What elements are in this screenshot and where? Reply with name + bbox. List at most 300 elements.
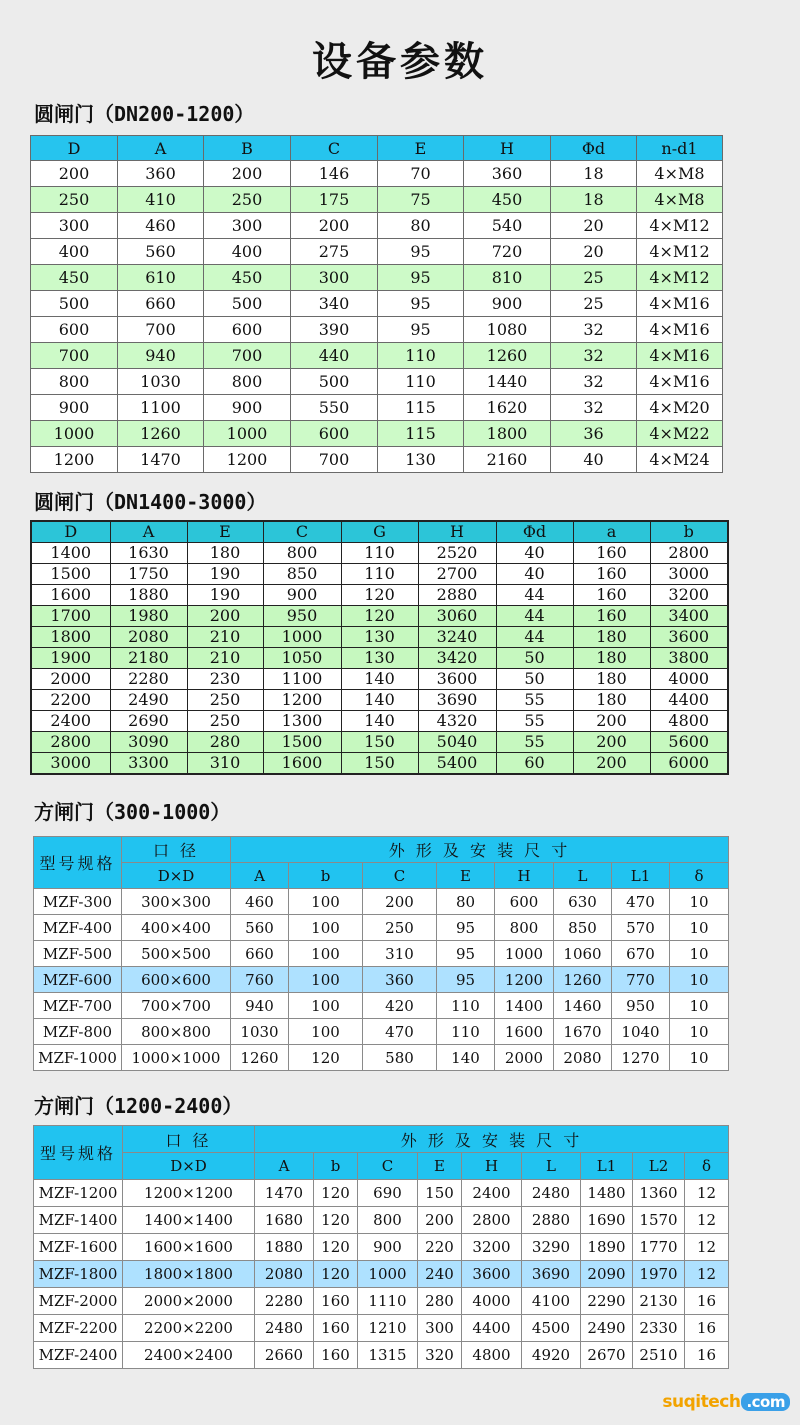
table-cell: 360 bbox=[464, 161, 551, 187]
table-cell: 3600 bbox=[462, 1261, 522, 1288]
table-cell: 146 bbox=[291, 161, 378, 187]
table-cell: 3060 bbox=[418, 606, 496, 627]
table-subheader-row bbox=[34, 1153, 729, 1180]
table-cell: 1210 bbox=[358, 1315, 418, 1342]
table-cell: 120 bbox=[341, 606, 418, 627]
table-cell: 1200 bbox=[495, 967, 554, 993]
table-cell: 180 bbox=[573, 627, 650, 648]
table-cell: 55 bbox=[496, 690, 573, 711]
table-cell: 210 bbox=[187, 627, 263, 648]
table-cell: 2880 bbox=[522, 1207, 581, 1234]
table-cell: 760 bbox=[231, 967, 289, 993]
table-cell: 1800 bbox=[464, 421, 551, 447]
table-cell: 2400 bbox=[31, 711, 110, 732]
table-cell: 1570 bbox=[633, 1207, 685, 1234]
table-cell: 200 bbox=[573, 753, 650, 775]
table-cell: 50 bbox=[496, 669, 573, 690]
table-cell: 180 bbox=[573, 669, 650, 690]
table-cell: 16 bbox=[685, 1288, 729, 1315]
table-cell: 4400 bbox=[650, 690, 728, 711]
table-cell: H bbox=[464, 136, 551, 161]
table-cell: 95 bbox=[437, 967, 495, 993]
table-cell: MZF-600 bbox=[34, 967, 122, 993]
table-cell: 570 bbox=[612, 915, 670, 941]
table-cell: 310 bbox=[187, 753, 263, 775]
table-cell: 300 bbox=[204, 213, 291, 239]
table-cell: 1080 bbox=[464, 317, 551, 343]
table-cell: 3400 bbox=[650, 606, 728, 627]
table-subheader-row bbox=[34, 863, 729, 889]
table-cell: 18 bbox=[551, 161, 637, 187]
table-cell: 2080 bbox=[255, 1261, 314, 1288]
table-cell: 3200 bbox=[462, 1234, 522, 1261]
table-cell: 2700 bbox=[418, 564, 496, 585]
table-cell: 1480 bbox=[581, 1180, 633, 1207]
table-cell: 160 bbox=[573, 585, 650, 606]
table-row bbox=[31, 395, 723, 421]
table-cell: 100 bbox=[289, 941, 363, 967]
table-cell: 300 bbox=[291, 265, 378, 291]
table-row bbox=[34, 1019, 729, 1045]
table-cell: 190 bbox=[187, 564, 263, 585]
table-cell: 310 bbox=[363, 941, 437, 967]
table-cell: 320 bbox=[418, 1342, 462, 1369]
table-cell: 4500 bbox=[522, 1315, 581, 1342]
square-gate-large-table bbox=[33, 1125, 729, 1369]
table-cell: 4×M24 bbox=[637, 447, 723, 473]
table-cell: 2200 bbox=[31, 690, 110, 711]
table-cell: 180 bbox=[573, 690, 650, 711]
table-cell: L2 bbox=[633, 1153, 685, 1180]
table-cell: 1500 bbox=[31, 564, 110, 585]
table-cell: 10 bbox=[670, 889, 729, 915]
table-cell: 300 bbox=[31, 213, 118, 239]
table-cell: 5400 bbox=[418, 753, 496, 775]
table-cell: 80 bbox=[378, 213, 464, 239]
table-cell: 3420 bbox=[418, 648, 496, 669]
table-cell: 300×300 bbox=[122, 889, 231, 915]
table-cell: 100 bbox=[289, 1019, 363, 1045]
table-row bbox=[31, 543, 728, 564]
table-cell: 4800 bbox=[462, 1342, 522, 1369]
table-cell: 2800 bbox=[31, 732, 110, 753]
table-cell: 1030 bbox=[118, 369, 204, 395]
table-cell: 1900 bbox=[31, 648, 110, 669]
table-cell: 100 bbox=[289, 993, 363, 1019]
table-cell: 2400×2400 bbox=[123, 1342, 255, 1369]
table-cell: Φd bbox=[551, 136, 637, 161]
table-row bbox=[31, 669, 728, 690]
table-row bbox=[34, 967, 729, 993]
table-row bbox=[31, 627, 728, 648]
table-cell: 型号规格 bbox=[34, 837, 122, 889]
table-cell: 2480 bbox=[255, 1315, 314, 1342]
table-cell: 4920 bbox=[522, 1342, 581, 1369]
table-row bbox=[34, 1315, 729, 1342]
table-cell: 500 bbox=[291, 369, 378, 395]
table-cell: 2180 bbox=[110, 648, 187, 669]
table-cell: 900 bbox=[263, 585, 341, 606]
table-cell: 130 bbox=[341, 627, 418, 648]
table-cell: C bbox=[291, 136, 378, 161]
table-cell: 900 bbox=[31, 395, 118, 421]
table-cell: 160 bbox=[314, 1315, 358, 1342]
table-cell: 1260 bbox=[231, 1045, 289, 1071]
table-cell: 12 bbox=[685, 1180, 729, 1207]
table-cell: E bbox=[378, 136, 464, 161]
table-cell: 1800 bbox=[31, 627, 110, 648]
table-cell: 140 bbox=[341, 669, 418, 690]
table-cell: 110 bbox=[437, 993, 495, 1019]
table-cell: 10 bbox=[670, 1045, 729, 1071]
table-cell: 12 bbox=[685, 1207, 729, 1234]
table-cell: 1200 bbox=[263, 690, 341, 711]
table-cell: C bbox=[263, 521, 341, 543]
table-cell: 800 bbox=[204, 369, 291, 395]
table-cell: 410 bbox=[118, 187, 204, 213]
table-cell: 16 bbox=[685, 1315, 729, 1342]
table-cell: 1260 bbox=[118, 421, 204, 447]
table-cell: 220 bbox=[418, 1234, 462, 1261]
table-cell: 44 bbox=[496, 585, 573, 606]
table-cell: A bbox=[110, 521, 187, 543]
table-cell: 32 bbox=[551, 369, 637, 395]
table-cell: 1750 bbox=[110, 564, 187, 585]
table-cell: 420 bbox=[363, 993, 437, 1019]
table-cell: 190 bbox=[187, 585, 263, 606]
table-cell: 1040 bbox=[612, 1019, 670, 1045]
table-cell: 2880 bbox=[418, 585, 496, 606]
table-cell: 1060 bbox=[554, 941, 612, 967]
table-cell: 360 bbox=[363, 967, 437, 993]
round-gate-large-table bbox=[30, 520, 729, 775]
table-cell: 2400 bbox=[462, 1180, 522, 1207]
table-cell: 3000 bbox=[31, 753, 110, 775]
table-cell: MZF-1000 bbox=[34, 1045, 122, 1071]
table-cell: 110 bbox=[341, 543, 418, 564]
table-cell: 1670 bbox=[554, 1019, 612, 1045]
table-cell: 3600 bbox=[418, 669, 496, 690]
table-cell: D×D bbox=[122, 863, 231, 889]
table-cell: 100 bbox=[289, 915, 363, 941]
table-cell: 200 bbox=[418, 1207, 462, 1234]
table-cell: 120 bbox=[341, 585, 418, 606]
table-cell: 2520 bbox=[418, 543, 496, 564]
table-cell: 1600 bbox=[495, 1019, 554, 1045]
table-cell: 1030 bbox=[231, 1019, 289, 1045]
table-cell: L1 bbox=[581, 1153, 633, 1180]
table-cell: MZF-2000 bbox=[34, 1288, 123, 1315]
table-row bbox=[31, 239, 723, 265]
table-cell: G bbox=[341, 521, 418, 543]
table-cell: 75 bbox=[378, 187, 464, 213]
table-row bbox=[31, 187, 723, 213]
table-cell: 6000 bbox=[650, 753, 728, 775]
table-cell: 250 bbox=[363, 915, 437, 941]
table-cell: E bbox=[418, 1153, 462, 1180]
table-cell: 460 bbox=[231, 889, 289, 915]
table-cell: n-d1 bbox=[637, 136, 723, 161]
table-cell: 230 bbox=[187, 669, 263, 690]
table-cell: C bbox=[363, 863, 437, 889]
table-cell: 32 bbox=[551, 317, 637, 343]
table-cell: 40 bbox=[496, 543, 573, 564]
table-cell: 240 bbox=[418, 1261, 462, 1288]
table-cell: Φd bbox=[496, 521, 573, 543]
table-cell: 50 bbox=[496, 648, 573, 669]
table-cell: 外 形 及 安 装 尺 寸 bbox=[255, 1126, 729, 1153]
table-row bbox=[34, 1288, 729, 1315]
table-cell: MZF-700 bbox=[34, 993, 122, 1019]
table-cell: 2280 bbox=[255, 1288, 314, 1315]
table-cell: 3690 bbox=[418, 690, 496, 711]
table-cell: 2000 bbox=[31, 669, 110, 690]
section-title-round-gate-small: 圆闸门（DN200-1200） bbox=[34, 102, 255, 126]
table-cell: 115 bbox=[378, 395, 464, 421]
table-cell: 600 bbox=[291, 421, 378, 447]
table-row bbox=[31, 291, 723, 317]
table-row bbox=[31, 585, 728, 606]
table-cell: 440 bbox=[291, 343, 378, 369]
table-cell: 550 bbox=[291, 395, 378, 421]
table-cell: 40 bbox=[496, 564, 573, 585]
table-row bbox=[31, 343, 723, 369]
table-cell: 10 bbox=[670, 967, 729, 993]
table-cell: 800 bbox=[358, 1207, 418, 1234]
table-row bbox=[34, 1045, 729, 1071]
table-cell: 1000 bbox=[495, 941, 554, 967]
table-row bbox=[31, 711, 728, 732]
table-cell: 940 bbox=[231, 993, 289, 1019]
table-row bbox=[31, 690, 728, 711]
table-cell: 4×M16 bbox=[637, 317, 723, 343]
table-cell: 1630 bbox=[110, 543, 187, 564]
table-cell: 2090 bbox=[581, 1261, 633, 1288]
table-cell: 95 bbox=[378, 265, 464, 291]
table-cell: 600 bbox=[31, 317, 118, 343]
table-cell: 200 bbox=[187, 606, 263, 627]
table-cell: 10 bbox=[670, 993, 729, 1019]
table-cell: 2490 bbox=[581, 1315, 633, 1342]
table-row bbox=[31, 317, 723, 343]
table-cell: 2480 bbox=[522, 1180, 581, 1207]
table-cell: L bbox=[522, 1153, 581, 1180]
table-cell: 1680 bbox=[255, 1207, 314, 1234]
table-cell: b bbox=[314, 1153, 358, 1180]
table-cell: 32 bbox=[551, 395, 637, 421]
table-cell: 580 bbox=[363, 1045, 437, 1071]
table-row bbox=[31, 606, 728, 627]
table-cell: 1260 bbox=[464, 343, 551, 369]
table-cell: 1600 bbox=[31, 585, 110, 606]
table-cell: 4×M12 bbox=[637, 239, 723, 265]
table-cell: 95 bbox=[437, 915, 495, 941]
table-cell: MZF-1400 bbox=[34, 1207, 123, 1234]
table-cell: 200 bbox=[31, 161, 118, 187]
table-cell: H bbox=[495, 863, 554, 889]
table-cell: C bbox=[358, 1153, 418, 1180]
table-cell: 4×M22 bbox=[637, 421, 723, 447]
table-cell: 250 bbox=[204, 187, 291, 213]
table-cell: 1890 bbox=[581, 1234, 633, 1261]
table-cell: 450 bbox=[464, 187, 551, 213]
table-cell: 2080 bbox=[110, 627, 187, 648]
table-cell: 500 bbox=[31, 291, 118, 317]
table-cell: 1110 bbox=[358, 1288, 418, 1315]
table-cell: 1000 bbox=[358, 1261, 418, 1288]
table-cell: 5600 bbox=[650, 732, 728, 753]
table-cell: 4400 bbox=[462, 1315, 522, 1342]
table-cell: 4×M16 bbox=[637, 291, 723, 317]
table-cell: L bbox=[554, 863, 612, 889]
table-cell: 1440 bbox=[464, 369, 551, 395]
table-cell: 1880 bbox=[255, 1234, 314, 1261]
table-cell: 1620 bbox=[464, 395, 551, 421]
table-cell: 36 bbox=[551, 421, 637, 447]
table-row bbox=[31, 213, 723, 239]
table-cell: 500 bbox=[204, 291, 291, 317]
table-cell: 44 bbox=[496, 627, 573, 648]
table-cell: 20 bbox=[551, 213, 637, 239]
table-cell: MZF-300 bbox=[34, 889, 122, 915]
table-cell: 2490 bbox=[110, 690, 187, 711]
table-cell: 25 bbox=[551, 291, 637, 317]
table-cell: 770 bbox=[612, 967, 670, 993]
table-cell: 100 bbox=[289, 967, 363, 993]
table-row bbox=[31, 732, 728, 753]
table-cell: b bbox=[650, 521, 728, 543]
table-cell: 160 bbox=[314, 1288, 358, 1315]
table-cell: D bbox=[31, 521, 110, 543]
table-cell: 3600 bbox=[650, 627, 728, 648]
table-cell: 2000×2000 bbox=[123, 1288, 255, 1315]
table-header-row bbox=[34, 1126, 729, 1153]
table-cell: 850 bbox=[263, 564, 341, 585]
table-cell: 540 bbox=[464, 213, 551, 239]
table-cell: 1100 bbox=[263, 669, 341, 690]
table-cell: 610 bbox=[118, 265, 204, 291]
table-cell: 12 bbox=[685, 1261, 729, 1288]
table-cell: 450 bbox=[31, 265, 118, 291]
table-cell: 720 bbox=[464, 239, 551, 265]
table-cell: 700 bbox=[118, 317, 204, 343]
table-cell: A bbox=[118, 136, 204, 161]
table-cell: 55 bbox=[496, 711, 573, 732]
table-cell: 口 径 bbox=[123, 1126, 255, 1153]
table-cell: 2800 bbox=[462, 1207, 522, 1234]
table-cell: MZF-2200 bbox=[34, 1315, 123, 1342]
table-cell: 340 bbox=[291, 291, 378, 317]
table-cell: 280 bbox=[418, 1288, 462, 1315]
table-row bbox=[34, 1180, 729, 1207]
table-cell: 600 bbox=[204, 317, 291, 343]
table-cell: 250 bbox=[187, 711, 263, 732]
table-cell: 670 bbox=[612, 941, 670, 967]
table-cell: 280 bbox=[187, 732, 263, 753]
table-cell: 110 bbox=[378, 343, 464, 369]
table-cell: 1000 bbox=[263, 627, 341, 648]
table-cell: 160 bbox=[573, 606, 650, 627]
table-cell: 4320 bbox=[418, 711, 496, 732]
table-cell: 660 bbox=[231, 941, 289, 967]
table-cell: 3290 bbox=[522, 1234, 581, 1261]
table-cell: 4×M8 bbox=[637, 161, 723, 187]
table-cell: H bbox=[418, 521, 496, 543]
table-cell: 2660 bbox=[255, 1342, 314, 1369]
table-cell: 600×600 bbox=[122, 967, 231, 993]
table-cell: 700×700 bbox=[122, 993, 231, 1019]
table-cell: 12 bbox=[685, 1234, 729, 1261]
table-cell: 200 bbox=[291, 213, 378, 239]
table-row bbox=[34, 941, 729, 967]
table-row bbox=[31, 369, 723, 395]
table-row bbox=[34, 889, 729, 915]
table-cell: 120 bbox=[314, 1207, 358, 1234]
table-cell: 4×M12 bbox=[637, 213, 723, 239]
table-cell: 950 bbox=[263, 606, 341, 627]
table-row bbox=[34, 1234, 729, 1261]
table-cell: 1000 bbox=[31, 421, 118, 447]
table-cell: 470 bbox=[612, 889, 670, 915]
table-header-row bbox=[34, 837, 729, 863]
table-cell: 1400 bbox=[495, 993, 554, 1019]
table-cell: 200 bbox=[363, 889, 437, 915]
table-cell: 690 bbox=[358, 1180, 418, 1207]
table-cell: 1470 bbox=[255, 1180, 314, 1207]
watermark-suffix: .com bbox=[741, 1393, 790, 1411]
table-cell: 2080 bbox=[554, 1045, 612, 1071]
table-row bbox=[31, 447, 723, 473]
table-cell: 160 bbox=[573, 564, 650, 585]
table-cell: 1800×1800 bbox=[123, 1261, 255, 1288]
table-cell: A bbox=[231, 863, 289, 889]
table-cell: 2330 bbox=[633, 1315, 685, 1342]
table-cell: 175 bbox=[291, 187, 378, 213]
table-cell: B bbox=[204, 136, 291, 161]
table-cell: 2000 bbox=[495, 1045, 554, 1071]
table-cell: 800 bbox=[31, 369, 118, 395]
table-cell: 500×500 bbox=[122, 941, 231, 967]
table-cell: 1050 bbox=[263, 648, 341, 669]
table-cell: 95 bbox=[378, 291, 464, 317]
table-cell: 1470 bbox=[118, 447, 204, 473]
table-cell: 3090 bbox=[110, 732, 187, 753]
table-cell: 32 bbox=[551, 343, 637, 369]
table-cell: 44 bbox=[496, 606, 573, 627]
table-cell: 1200×1200 bbox=[123, 1180, 255, 1207]
table-cell: 1260 bbox=[554, 967, 612, 993]
table-cell: 900 bbox=[204, 395, 291, 421]
table-cell: 390 bbox=[291, 317, 378, 343]
table-cell: 4×M20 bbox=[637, 395, 723, 421]
table-cell: 250 bbox=[187, 690, 263, 711]
table-cell: 3240 bbox=[418, 627, 496, 648]
table-cell: 700 bbox=[291, 447, 378, 473]
table-cell: 900 bbox=[464, 291, 551, 317]
table-cell: 180 bbox=[187, 543, 263, 564]
table-cell: 1200 bbox=[31, 447, 118, 473]
table-cell: 110 bbox=[378, 369, 464, 395]
square-gate-small-table bbox=[33, 836, 729, 1071]
table-cell: 2670 bbox=[581, 1342, 633, 1369]
table-cell: 400 bbox=[204, 239, 291, 265]
table-cell: 1700 bbox=[31, 606, 110, 627]
table-cell: MZF-1800 bbox=[34, 1261, 123, 1288]
table-cell: 800 bbox=[495, 915, 554, 941]
table-cell: 110 bbox=[341, 564, 418, 585]
table-cell: 4×M16 bbox=[637, 369, 723, 395]
table-cell: 2160 bbox=[464, 447, 551, 473]
